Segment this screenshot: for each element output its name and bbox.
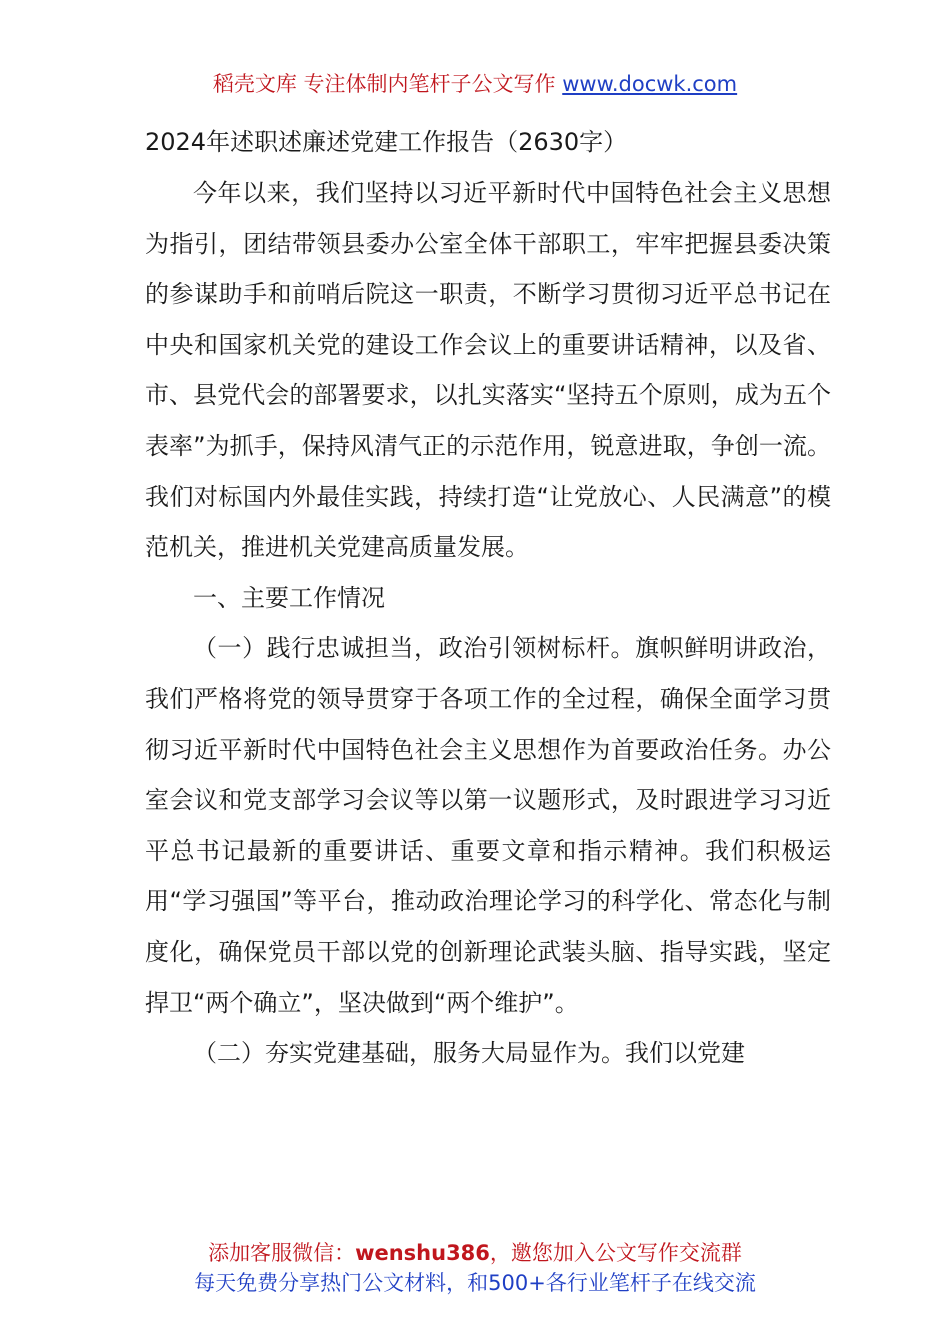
- paragraph-section-1: （一）践行忠诚担当，政治引领树标杆。旗帜鲜明讲政治，我们严格将党的领导贯穿于各项工作的全过程，确保全面学习贯彻习近平新时代中国特色社会主义思想作为首要政治任务。办公室会议和党支部学习会议等以第一议题形式，及时跟进学习习近平总书记最新的重要讲话、重要文章和指示精神。我们积极运用“学习强国”等平台，推动政治理论学习的科学化、常态化与制度化，确保党员干部以党的创新理论武装头脑、指导实践，坚定捍卫“两个确立”，坚决做到“两个维护”。: [145, 634, 831, 1017]
- footer-wechat-line: [0, 1238, 950, 1268]
- section-heading-main-work: 一、主要工作情况: [193, 583, 385, 612]
- paragraph-intro: 今年以来，我们坚持以习近平新时代中国特色社会主义思想为指引，团结带领县委办公室全体干部职工，牢牢把握县委决策的参谋助手和前哨后院这一职责，不断学习贯彻习近平总书记在中央和国家机关党的建设工作会议上的重要讲话精神，以及省、市、县党代会的部署要求，以扎实落实“坚持五个原则，成为五个表率”为抓手，保持风清气正的示范作用，锐意进取，争创一流。我们对标国内外最佳实践，持续打造“让党放心、人民满意”的模范机关，推进机关党建高质量发展。: [145, 179, 831, 562]
- footer-share-line: 每天免费分享热门公文材料，和500+各行业笔杆子在线交流: [194, 1271, 756, 1295]
- footer-wechat-prefix: 添加客服微信：: [208, 1241, 356, 1265]
- header-brand-text: 稻壳文库 专注体制内笔杆子公文写作: [212, 72, 556, 96]
- document-body: [145, 122, 831, 1079]
- paragraph-section-2: （二）夯实党建基础，服务大局显作为。我们以党建: [193, 1039, 745, 1068]
- footer-wechat-id: wenshu386: [355, 1241, 490, 1265]
- promo-footer: [0, 1238, 950, 1298]
- footer-wechat-suffix: ，邀您加入公文写作交流群: [489, 1241, 742, 1265]
- watermark-header: [0, 68, 950, 100]
- document-title: 2024年述职述廉述党建工作报告（2630字）: [145, 128, 628, 156]
- header-url-link[interactable]: www.docwk.com: [562, 72, 738, 96]
